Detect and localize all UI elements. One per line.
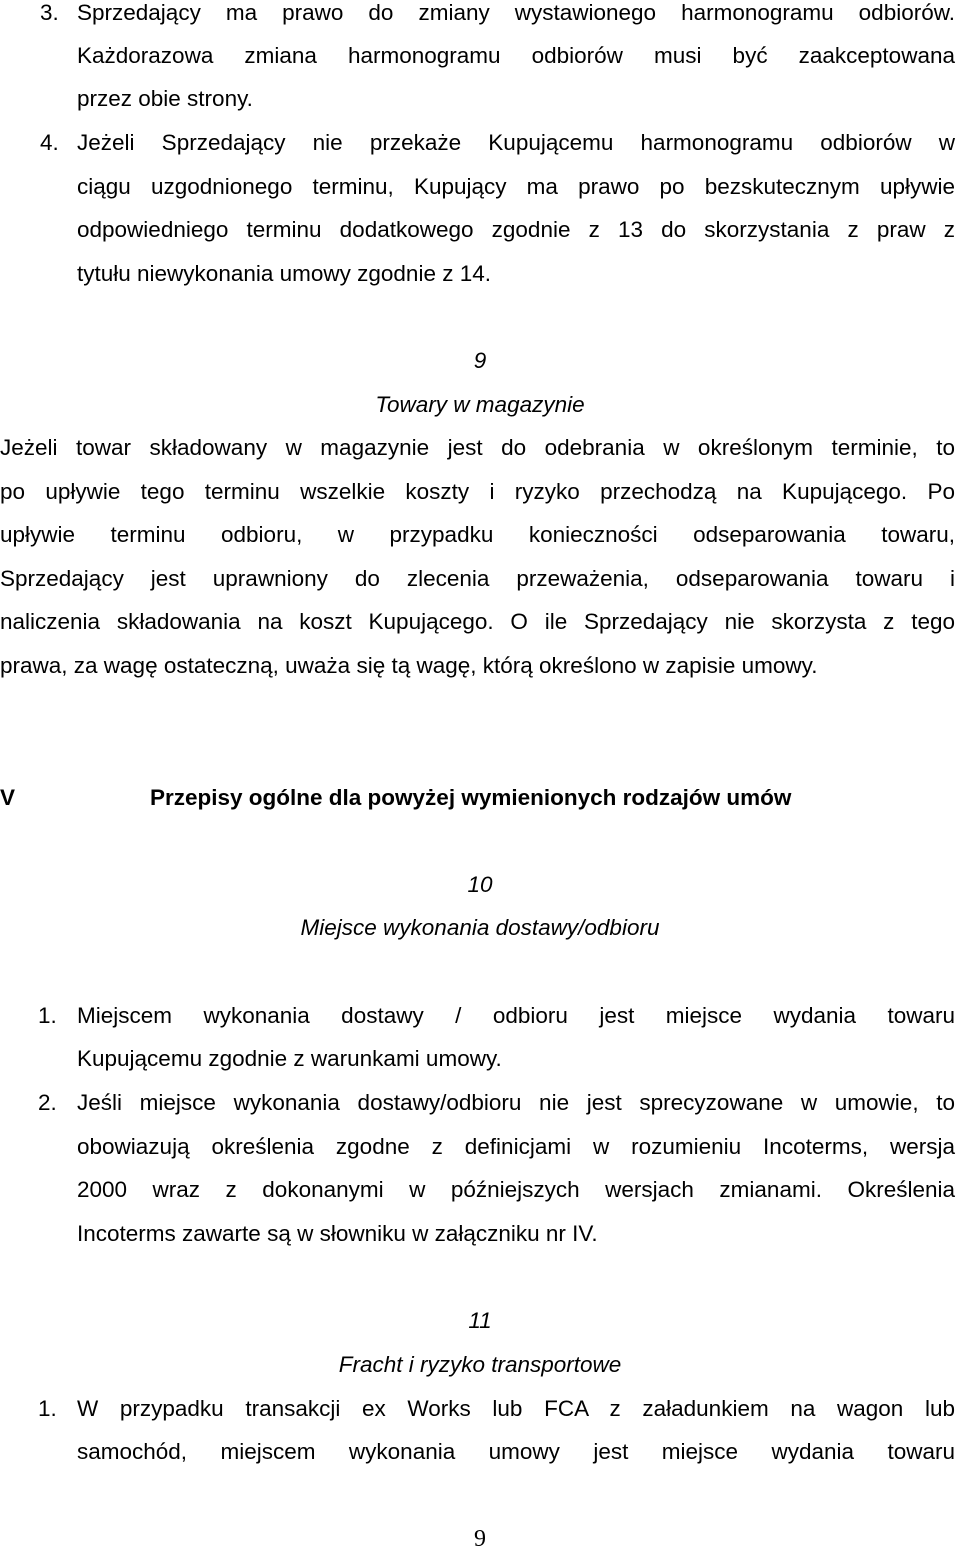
section-10-heading: 10 [467, 872, 493, 897]
section-9-line-5: naliczenia składowania na koszt Kupującego. O ile Sprzedający nie skorzysta z tego [0, 609, 955, 634]
section-9-line-4: Sprzedający jest uprawniony do zlecenia przeważenia, odseparowania towaru i [0, 566, 955, 591]
item-4-line-1: Jeżeli Sprzedający nie przekaże Kupującemu harmonogramu odbiorów w [77, 130, 955, 155]
item-3-number: 3. [40, 0, 59, 25]
section-10-item-2-line-4: Incoterms zawarte są w słowniku w załączniku nr IV. [77, 1221, 598, 1246]
section-9-line-2: po upływie tego terminu wszelkie koszty i ryzyko przechodzą na Kupującego. Po [0, 479, 955, 504]
part-v-numeral: V [0, 785, 16, 810]
item-4-line-2: ciągu uzgodnionego terminu, Kupujący ma prawo po bezskutecznym upływie [77, 174, 955, 199]
item-3-line-2: Każdorazowa zmiana harmonogramu odbiorów musi być zaakceptowana [77, 43, 955, 68]
section-10-item-2-line-2: obowiazują określenia zgodne z definicjami w rozumieniu Incoterms, wersja [77, 1134, 955, 1159]
section-10-item-1-line-2: Kupującemu zgodnie z warunkami umowy. [77, 1046, 502, 1071]
section-11-item-1-number: 1. [38, 1396, 57, 1421]
section-11-item-1-line-1: W przypadku transakcji ex Works lub FCA z załadunkiem na wagon lub [77, 1396, 955, 1421]
section-9-line-3: upływie terminu odbioru, w przypadku konieczności odseparowania towaru, [0, 522, 955, 547]
item-4-number: 4. [40, 130, 59, 155]
item-4-line-3: odpowiedniego terminu dodatkowego zgodnie z 13 do skorzystania z praw z [77, 217, 955, 242]
item-3-line-3: przez obie strony. [77, 86, 253, 111]
section-9-line-1: Jeżeli towar składowany w magazynie jest do odebrania w określonym terminie, to [0, 435, 955, 460]
item-3-line-1: Sprzedający ma prawo do zmiany wystawionego harmonogramu odbiorów. [77, 0, 955, 25]
section-11-item-1-line-2: samochód, miejscem wykonania umowy jest miejsce wydania towaru [77, 1439, 955, 1464]
section-10-item-1-line-1: Miejscem wykonania dostawy / odbioru jest miejsce wydania towaru [77, 1003, 955, 1028]
section-9-line-6: prawa, za wagę ostateczną, uważa się tą wagę, którą określono w zapisie umowy. [0, 653, 818, 678]
section-10-subtitle: Miejsce wykonania dostawy/odbioru [300, 915, 660, 940]
part-v-title: Przepisy ogólne dla powyżej wymienionych rodzajów umów [150, 785, 792, 810]
section-10-item-1-number: 1. [38, 1003, 57, 1028]
section-11-subtitle: Fracht i ryzyko transportowe [338, 1352, 622, 1377]
section-11-heading: 11 [468, 1308, 492, 1333]
page-number: 9 [474, 1526, 486, 1552]
section-9-subtitle: Towary w magazynie [375, 392, 585, 417]
section-9-heading: 9 [473, 348, 487, 373]
section-10-item-2-line-1: Jeśli miejsce wykonania dostawy/odbioru nie jest sprecyzowane w umowie, to [77, 1090, 955, 1115]
section-10-item-2-number: 2. [38, 1090, 57, 1115]
section-10-item-2-line-3: 2000 wraz z dokonanymi w późniejszych wersjach zmianami. Określenia [77, 1177, 955, 1202]
item-4-line-4: tytułu niewykonania umowy zgodnie z 14. [77, 261, 491, 286]
